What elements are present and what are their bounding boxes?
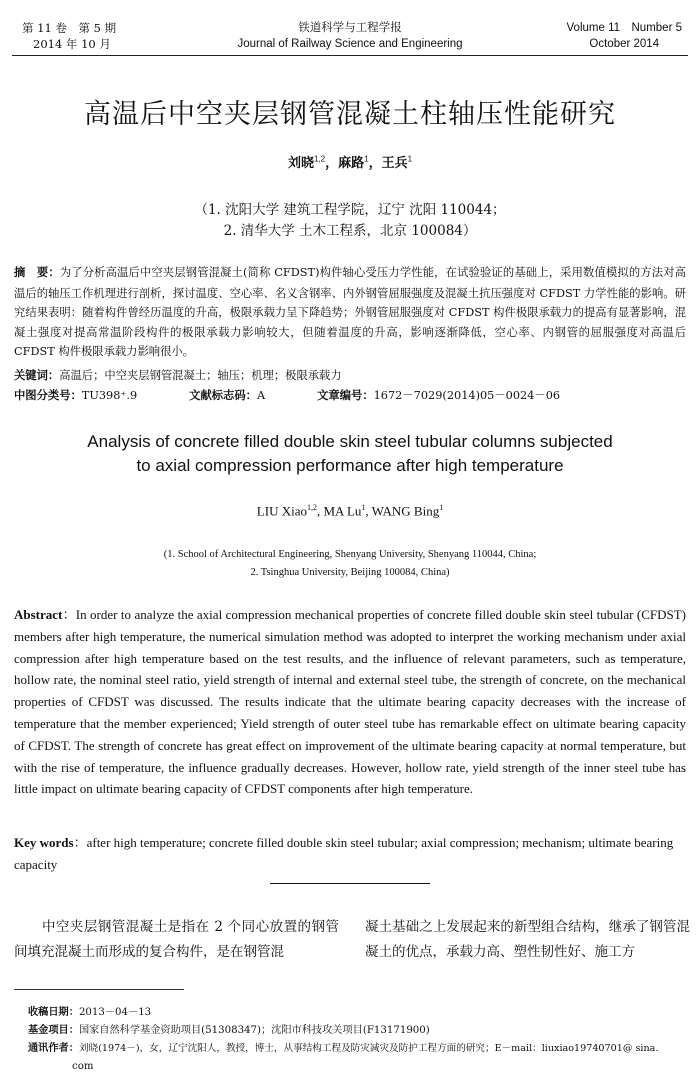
chinese-authors: 刘晓$^{1,2}$，麻路$^1$，王兵$^1$ (287, 154, 413, 170)
document-code: A (256, 389, 266, 402)
body-column-left: 中空夹层钢管混凝土是指在 2 个同心放置的钢管间填充混凝土而形成的复合构件，是在钢管混 (14, 919, 339, 960)
header-rule (12, 55, 688, 56)
chinese-keywords (14, 367, 686, 385)
received-date: 收稿日期：2013－04－13 (28, 1007, 152, 1018)
english-affiliations: (1. School of Architectural Engineering, Shenyang University, Shenyang 110044, China; 2. Tsinghua University, Beijing 100084, China) (163, 549, 537, 578)
author-name: WANG Bing (371, 503, 440, 519)
english-keywords (14, 832, 686, 876)
author-name: 刘晓 (287, 155, 314, 170)
english-title: Analysis of concrete filled double skin steel tubular columns subjected to axial compression performance after high temperature (87, 432, 613, 475)
abstract-text: ：In order to analyze the axial compression mechanical properties of concrete filled double skin steel tubular (CFDST) members after high temperature, the numerical simulation method was adopted to interpret the working mechanism under axial compression after high temperature based on the test results, and the influence of relevant parameters, such as temperature, hollow rate, the nominal steel ratio, yield strength of internal and external steel tube, the strength of concrete, on the mechanical properties of CFDST was discussed. The results indicate that the ultimate bearing capacity decreases with the increase of temperature that the member experienced; Yield strength of outer steel tube has remarkable effect on ultimate bearing capacity of CFDST. The strength of concrete has great effect on improvement of the ultimate bearing capacity at normal temperature, but with the rise of temperature, the influence gradually decreases. However, hollow rate, yield strength of the inner steel tube has little impact on ultimate bearing capacity of CFDST components after high temperature. (14, 607, 686, 797)
corresponding-author: 通讯作者：刘晓(1974－)，女，辽宁沈阳人，教授，博士，从事结构工程及防灾减灾及防护工程方面的研究；E－mail：liuxiao19740701@ sina. (28, 1043, 659, 1054)
chinese-title: 高温后中空夹层钢管混凝土柱轴压性能研究 (84, 99, 616, 129)
volume-issue-cn: 第 11 卷 第 5 期 2014 年 10 月 (22, 21, 117, 51)
abstract-label: Abstract (14, 607, 63, 622)
footnotes (28, 1004, 690, 1076)
article-number: 1672－7029(2014)05－0024－06 (373, 389, 561, 402)
keywords-text: ：after high temperature; concrete filled double skin steel tubular; axial compression; mechanism; ultimate bearing capacity (14, 835, 674, 872)
keywords-label: 关键词： (14, 370, 60, 382)
clc-number: TU398⁺.9 (81, 389, 138, 402)
author-name: 麻路 (338, 155, 365, 170)
chinese-affiliations: （1. 沈阳大学 建筑工程学院，辽宁 沈阳 110044； 2. 清华大学 土木工程系，北京 100084） (194, 202, 506, 239)
keywords-text: 高温后；中空夹层钢管混凝土；轴压；机理；极限承载力 (59, 369, 342, 382)
corresponding-author-cont: com (72, 1061, 94, 1072)
footnote-rule (14, 989, 184, 990)
english-authors: LIU Xiao$^{1,2}$, MA Lu$^1$, WANG Bing$^1$ (256, 503, 444, 519)
body-column-right: 凝土基础之上发展起来的新型组合结构，继承了钢管混凝土的优点，承载力高、塑性韧性好、施工方 (365, 919, 690, 960)
english-abstract (14, 604, 686, 800)
funding: 基金项目：国家自然科学基金资助项目(51308347)；沈阳市科技攻关项目(F13171900) (28, 1025, 430, 1036)
journal-name: 铁道科学与工程学报 Journal of Railway Science and Engineering (237, 22, 463, 50)
abstract-text: 为了分析高温后中空夹层钢管混凝土(简称 CFDST)构件轴心受压力学性能，在试验验证的基础上，采用数值模拟的方法对高温后的轴压工作机理进行剖析，探讨温度、空心率、名义含钢率、内外钢管屈服强度及混凝土抗压强度对 CFDST 力学性能的影响。研究结果表明：随着构件曾经历温度的升高，极限承载力呈下降趋势；外钢管屈服强度对 CFDST 构件极限承载力的提高有显著影响，混凝土强度对提高常温阶段构件的极限承载力影响较大，但随着温度的升高，影响逐渐降低，空心率、内钢管的屈服强度对高温后 CFDST 构件极限承载力影响很小。 (14, 266, 686, 358)
author-name: 王兵 (381, 155, 408, 170)
section-divider (270, 883, 430, 884)
classification-line: 中图分类号：TU398⁺.9 文献标志码：A 文章编号：1672－7029(2014)05－0024－06 (14, 389, 561, 402)
keywords-label: Key words (14, 835, 74, 850)
author-name: LIU Xiao (256, 503, 307, 519)
running-header (0, 0, 700, 58)
abstract-label: 摘 要： (14, 267, 60, 279)
volume-issue-en: Volume 11 Number 5 October 2014 (566, 22, 682, 50)
chinese-abstract (14, 263, 686, 362)
author-name: MA Lu (323, 503, 362, 519)
